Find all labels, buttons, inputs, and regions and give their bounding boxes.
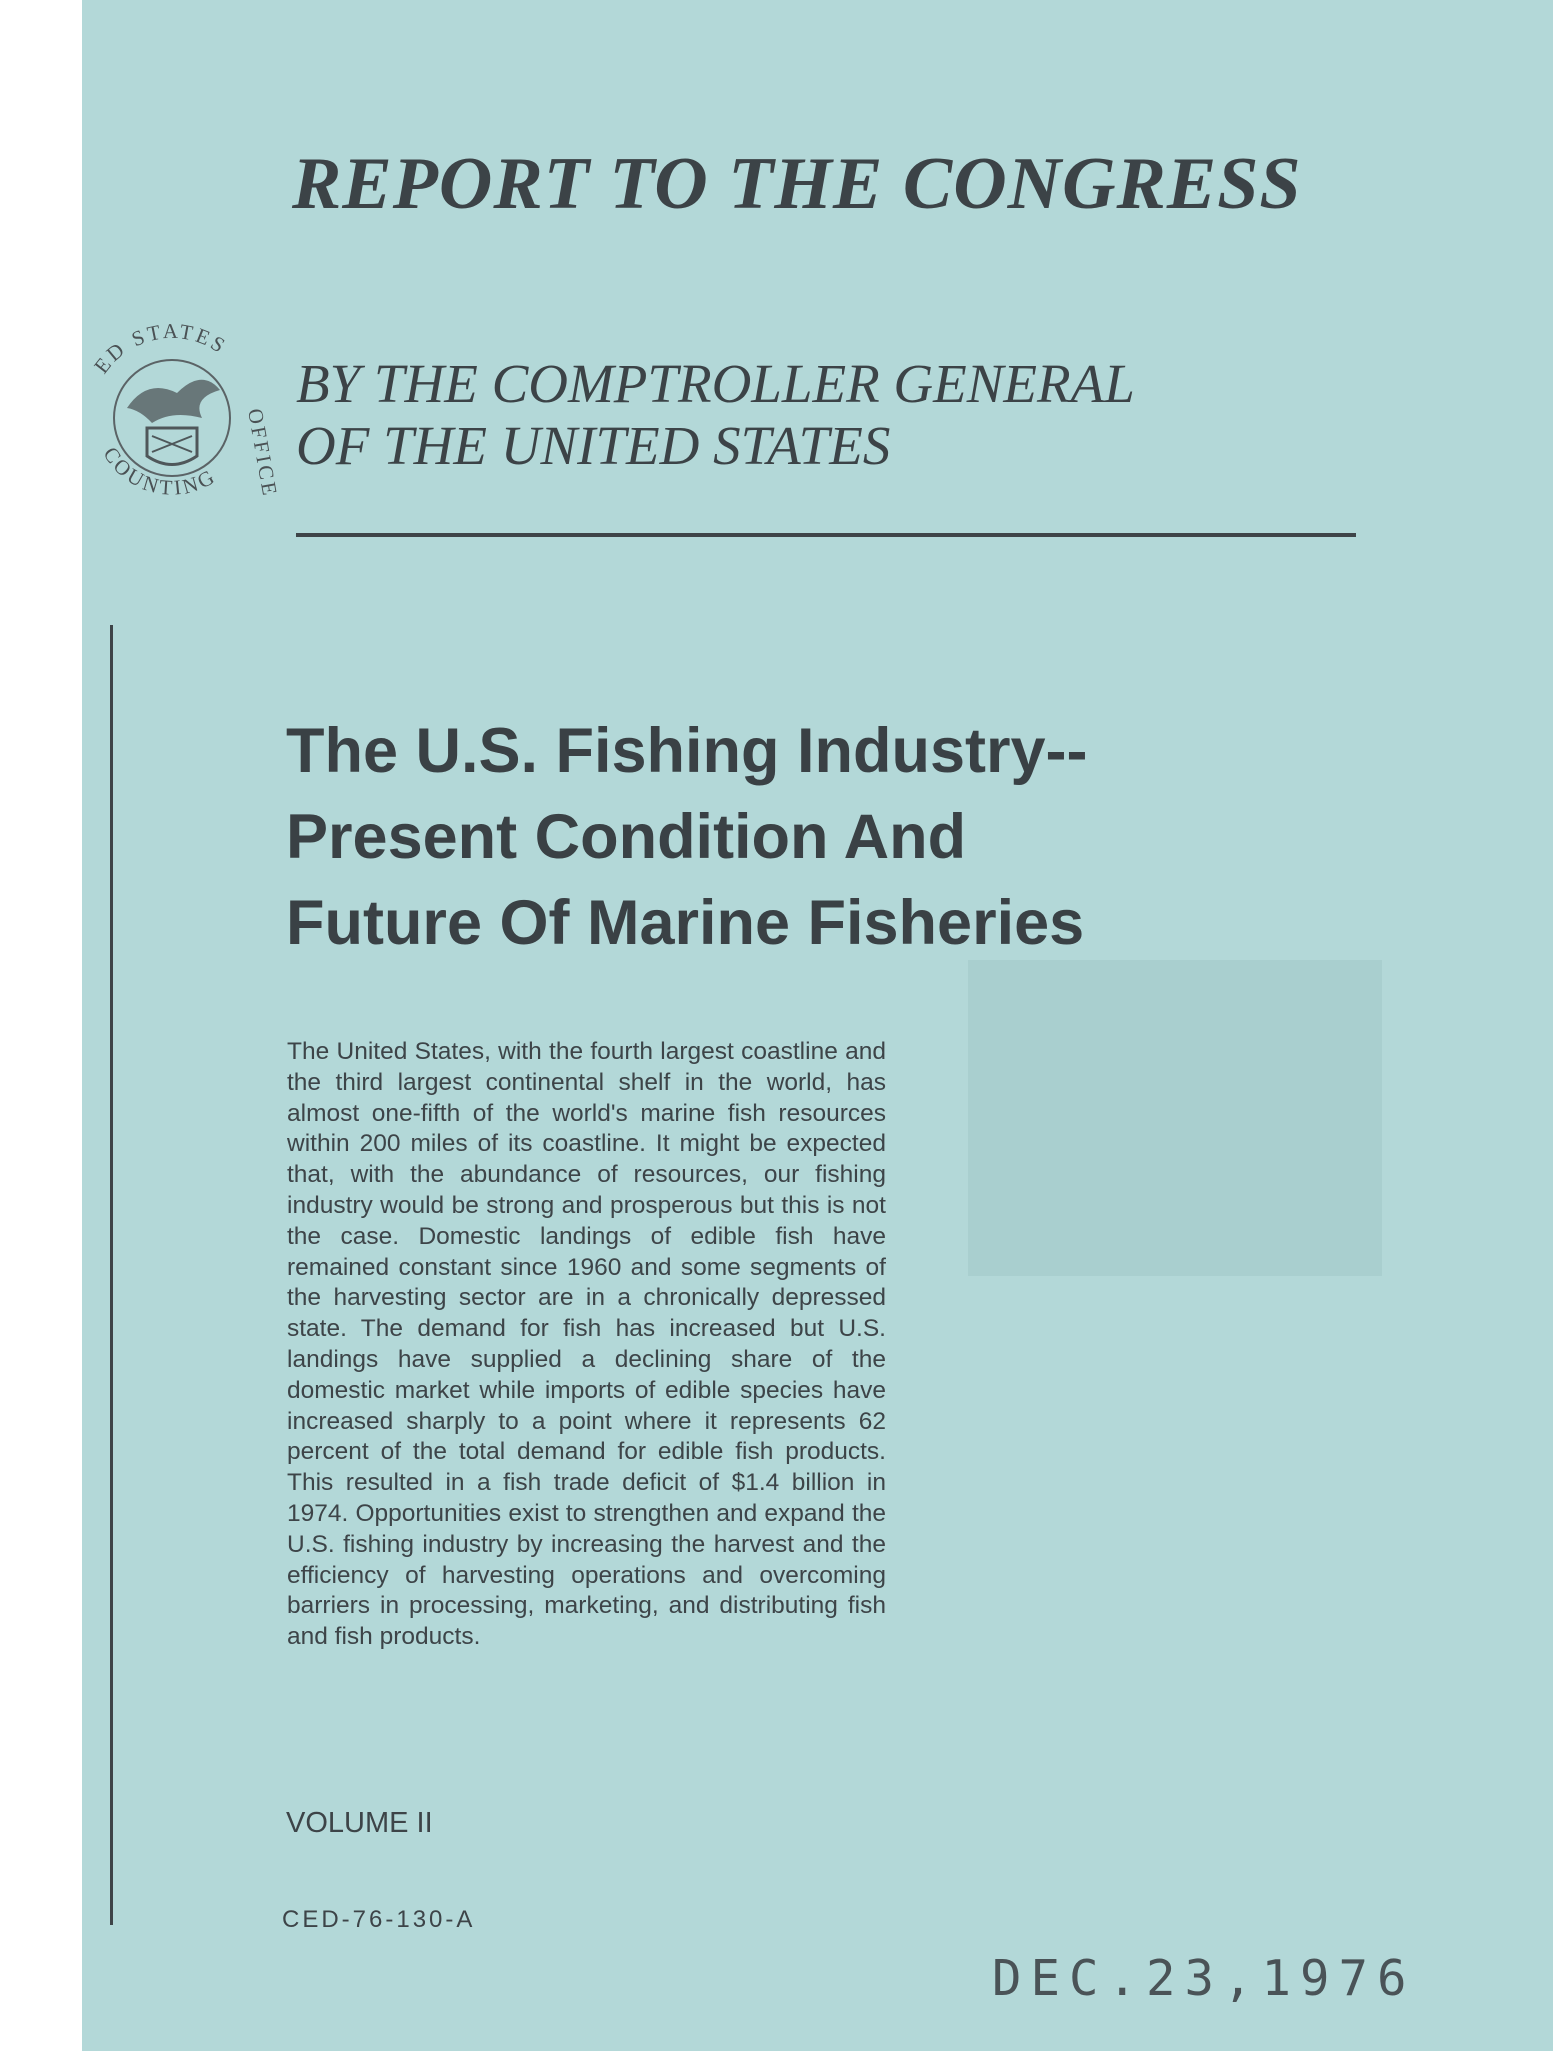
gao-seal-icon — [82, 298, 292, 538]
seal-text-top: ED STATES — [89, 318, 232, 378]
date-stamp: DEC.23,1976 — [992, 1950, 1416, 2007]
horizontal-divider — [296, 533, 1356, 537]
seal-text-right: OFFICE — [243, 406, 283, 500]
removed-label-area — [968, 960, 1382, 1276]
comptroller-line-1: BY THE COMPTROLLER GENERAL — [296, 353, 1135, 414]
title-line-2: Present Condition And — [286, 802, 967, 872]
summary-paragraph: The United States, with the fourth largest coastline and the third largest continental shelf in the world, has almost one-fifth of the world's marine fish resources within 200 miles of its coastline. It might be expected that, with the abundance of resources, our fishing industry would be strong and prosperous but this is not the case. Domestic landings of edible fish have remained constant since 1960 and some segments of the harvesting sector are in a chronically depressed state. The demand for fish has increased but U.S. landings have supplied a declining share of the domestic market while imports of edible species have increased sharply to a point where it represents 62 percent of the total demand for edible fish products. This resulted in a fish trade deficit of $1.4 billion in 1974. Opportunities exist to strengthen and expand the U.S. fishing industry by increasing the harvest and the efficiency of harvesting operations and overcoming barriers in processing, marketing, and distributing fish and fish products. — [287, 1038, 886, 1651]
volume-label: VOLUME II — [286, 1807, 433, 1839]
title-line-3: Future Of Marine Fisheries — [286, 888, 1085, 958]
vertical-divider — [110, 625, 113, 1925]
seal-text-bottom: COUNTING — [98, 442, 221, 500]
report-title — [286, 708, 1088, 966]
report-cover — [82, 0, 1553, 2051]
comptroller-heading — [296, 353, 1135, 477]
report-heading: REPORT TO THE CONGRESS — [292, 143, 1302, 225]
page-left-margin — [0, 0, 82, 2051]
comptroller-line-2: OF THE UNITED STATES — [296, 415, 891, 476]
report-number: CED-76-130-A — [282, 1906, 476, 1933]
title-line-1: The U.S. Fishing Industry-- — [286, 716, 1088, 786]
